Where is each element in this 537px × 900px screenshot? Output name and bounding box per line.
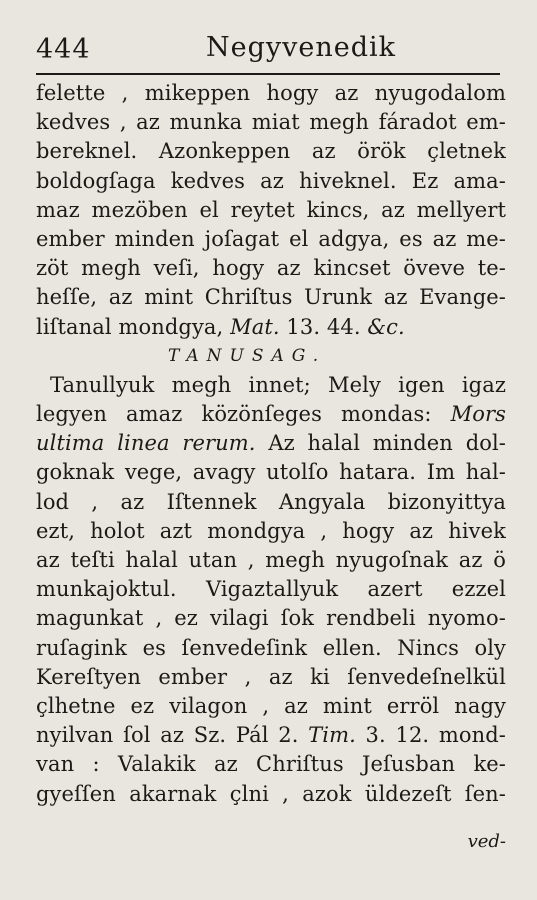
text-line — [36, 313, 506, 342]
section-heading: TANUSAG. — [168, 345, 327, 366]
italic-text: Tim. — [308, 723, 356, 748]
italic-text: Mors — [450, 402, 506, 427]
text-line — [36, 488, 506, 517]
running-head: Negyvenedik — [206, 32, 397, 63]
line-text: zöt megh veſi, hogy az kincset öveve te- — [36, 256, 506, 281]
line-text: bereknel. Azonkeppen az örök çletnek — [36, 139, 506, 164]
text-line — [36, 692, 506, 721]
text-line — [36, 371, 506, 400]
line-text: boldogſaga kedves az hiveknel. Ez ama- — [36, 168, 506, 193]
line-text: munkajoktul. Vigaztallyuk azert ezzel — [36, 577, 506, 602]
text-line — [36, 546, 506, 575]
line-text: legyen amaz közönſeges mondas: — [36, 402, 451, 427]
text-line — [36, 167, 506, 196]
line-text: van : Valakik az Chriſtus Jeſusban ke- — [36, 752, 506, 777]
line-text: 3. 12. mond- — [355, 723, 506, 748]
text-line — [36, 634, 506, 663]
text-line — [36, 225, 506, 254]
page-body — [36, 79, 506, 809]
catchword: ved- — [467, 831, 506, 852]
line-text: 13. 44. — [279, 314, 368, 339]
italic-text: &c. — [367, 314, 405, 339]
line-text: ruſagink es ſenvedeſink ellen. Nincs oly — [36, 635, 506, 660]
line-text: heſſe, az mint Chriſtus Urunk az Evange- — [36, 285, 506, 310]
line-text: lod , az Iſtennek Angyala bizonyittya — [36, 489, 506, 514]
text-line — [36, 604, 506, 633]
header-rule — [36, 73, 500, 75]
page-number: 444 — [36, 34, 91, 65]
text-line — [36, 137, 506, 166]
text-line — [36, 429, 506, 458]
line-text: Az halal minden dol- — [255, 431, 506, 456]
line-text: ember minden joſagat el adgya, es az me- — [36, 226, 506, 251]
page-header — [36, 26, 506, 72]
line-text: maz mezöben el reytet kincs, az mellyert — [36, 197, 506, 222]
line-text: gyeſſen akarnak çlni , azok üldezeſt ſen- — [36, 781, 506, 806]
text-line — [36, 79, 506, 108]
text-line — [36, 575, 506, 604]
text-line — [36, 780, 506, 809]
italic-text: Mat. — [230, 314, 280, 339]
text-line — [36, 108, 506, 137]
line-text: çlhetne ez vilagon , az mint erröl nagy — [36, 693, 506, 718]
line-text: kedves , az munka miat megh fáradot em- — [36, 110, 506, 135]
line-text: nyilvan ſol az Sz. Pál 2. — [36, 723, 309, 748]
text-line — [36, 663, 506, 692]
paragraph-2 — [36, 371, 506, 809]
text-line — [36, 400, 506, 429]
line-text: felette , mikeppen hogy az nyugodalom — [36, 81, 506, 105]
line-text: magunkat , ez vilagi ſok rendbeli nyomo- — [36, 606, 506, 631]
text-line — [36, 750, 506, 779]
line-text: goknak vege, avagy utolſo hatara. Im hal- — [36, 460, 506, 485]
line-text: Tanullyuk megh innet; Mely igen igaz — [50, 372, 506, 397]
line-text: ezt, holot azt mondgya , hogy az hivek — [36, 518, 506, 543]
text-line — [36, 721, 506, 750]
paragraph-1 — [36, 79, 506, 342]
italic-text: ultima linea rerum. — [36, 431, 256, 456]
text-line — [36, 517, 506, 546]
line-text: liſtanal mondgya, — [36, 314, 231, 339]
line-text: Kereſtyen ember , az ki ſenvedeſnelkül — [36, 664, 506, 689]
text-line — [36, 196, 506, 225]
text-line — [36, 458, 506, 487]
line-text: az teſti halal utan , megh nyugoſnak az ö — [36, 548, 506, 572]
text-line — [36, 283, 506, 312]
text-line — [36, 254, 506, 283]
